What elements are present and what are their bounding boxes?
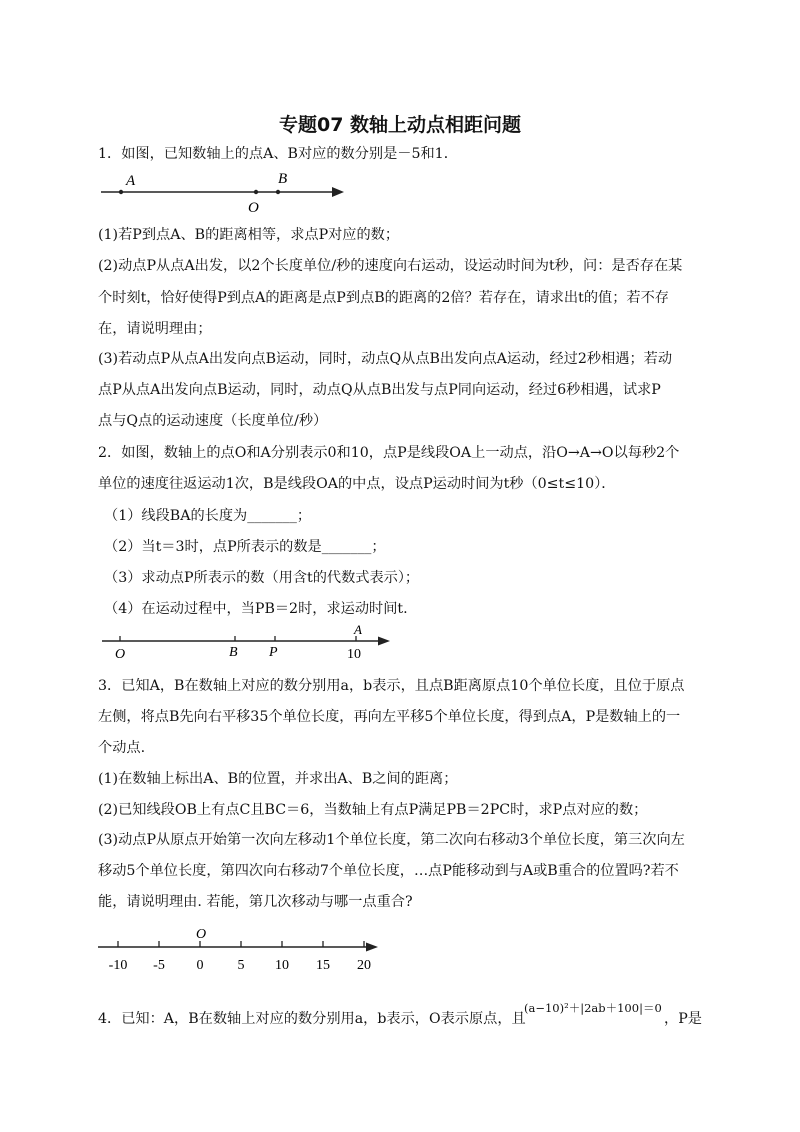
q1-number-line-figure xyxy=(96,168,346,218)
q3-stem-line1: 3．已知A，B在数轴上对应的数分别用a，b表示，且点B距离原点10个单位长度，且位于原点 xyxy=(98,678,685,694)
q3-tick-label: 15 xyxy=(316,958,330,973)
q1-point-b xyxy=(276,190,280,194)
q3-part3-line2: 移动5个单位长度，第四次向右移动7个单位长度，…点P能移动到与A或B重合的位置吗?若不 xyxy=(98,863,679,879)
q3-tick-label: -10 xyxy=(108,958,128,973)
page-title: 专题07 数轴上动点相距问题 xyxy=(278,114,522,136)
q2-stem-line2: 单位的速度往返运动1次，B是线段OA的中点，设点P运动时间为t秒（0≤t≤10）． xyxy=(98,476,616,492)
q1-label-a: A xyxy=(126,173,136,189)
q1-stem: 1．如图，已知数轴上的点A、B对应的数分别是－5和1． xyxy=(98,146,458,162)
q3-axis-arrow xyxy=(366,943,378,952)
q3-label-o: O xyxy=(196,927,207,942)
q1-part2-line3: 在，请说明理由； xyxy=(98,321,212,337)
q1-part1: (1)若P到点A、B的距离相等，求点P对应的数； xyxy=(98,227,400,243)
q2-label-o: O xyxy=(115,647,126,662)
q1-point-o xyxy=(254,190,258,194)
q3-stem-line2: 左侧，将点B先向右平移35个单位长度，再向左平移5个单位长度，得到点A，P是数轴上的一 xyxy=(98,709,681,725)
q1-axis-arrow xyxy=(332,187,344,197)
q3-part3-line3: 能，请说明理由. 若能，第几次移动与哪一点重合? xyxy=(98,894,413,910)
q4-stem-start: 4．已知：A，B在数轴上对应的数分别用a，b表示，O表示原点，且 xyxy=(98,1011,526,1027)
q2-number-line-figure xyxy=(100,624,400,664)
q2-part1: （1）线段BA的长度为_______； xyxy=(104,508,312,524)
q1-part3-line3: 点与Q点的运动速度（长度单位/秒） xyxy=(98,413,328,429)
q2-part4: （4）在运动过程中，当PB＝2时，求运动时间t. xyxy=(104,601,408,617)
q2-part2: （2）当t＝3时，点P所表示的数是_______； xyxy=(104,539,386,555)
q4-stem-end: ，P是 xyxy=(664,1011,702,1027)
q2-part3: （3）求动点P所表示的数（用含t的代数式表示）； xyxy=(104,570,420,586)
q3-tick-label: 20 xyxy=(357,958,371,973)
q3-part2: (2)已知线段OB上有点C且BC＝6，当数轴上有点P满足PB＝2PC时，求P点对应的数； xyxy=(98,802,648,818)
q1-label-o: O xyxy=(248,200,259,216)
q3-tick-label: 10 xyxy=(275,958,289,973)
q2-label-10: 10 xyxy=(347,647,361,662)
q3-tick-label: 5 xyxy=(237,958,245,973)
q2-axis-arrow xyxy=(378,637,390,646)
q1-part2-line2: 个时刻t，恰好使得P到点A的距离是点P到点B的距离的2倍？若存在，请求出t的值；若不存 xyxy=(98,290,669,306)
q4-equation: (a−10)²＋|2ab＋100|＝0 xyxy=(524,1001,662,1015)
q1-part3-line2: 点P从点A出发向点B运动，同时，动点Q从点B出发与点P同向运动，经过6秒相遇，试求P xyxy=(98,382,661,398)
q2-label-a: A xyxy=(354,624,362,637)
q1-point-a xyxy=(119,190,123,194)
q3-tick-label: -5 xyxy=(153,958,165,973)
q3-number-line-figure xyxy=(96,924,386,976)
q3-stem-line3: 个动点. xyxy=(98,740,146,756)
q3-tick-label: 0 xyxy=(196,958,204,973)
q2-stem-line1: 2．如图，数轴上的点O和A分别表示0和10，点P是线段OA上一动点，沿O→A→O以每秒2个 xyxy=(98,445,680,461)
q1-label-b: B xyxy=(278,171,288,187)
q1-part3-line1: (3)若动点P从点A出发向点B运动，同时，动点Q从点B出发向点A运动，经过2秒相遇；若动 xyxy=(98,351,673,367)
q3-part1: (1)在数轴上标出A、B的位置，并求出A、B之间的距离； xyxy=(98,771,458,787)
q1-part2-line1: (2)动点P从点A出发，以2个长度单位/秒的速度向右运动，设运动时间为t秒，问：是否存在某 xyxy=(98,258,683,274)
q2-label-b: B xyxy=(229,645,238,660)
q3-part3-line1: (3)动点P从原点开始第一次向左移动1个单位长度，第二次向右移动3个单位长度，第三次向左 xyxy=(98,832,685,848)
q2-label-p: P xyxy=(269,645,278,660)
